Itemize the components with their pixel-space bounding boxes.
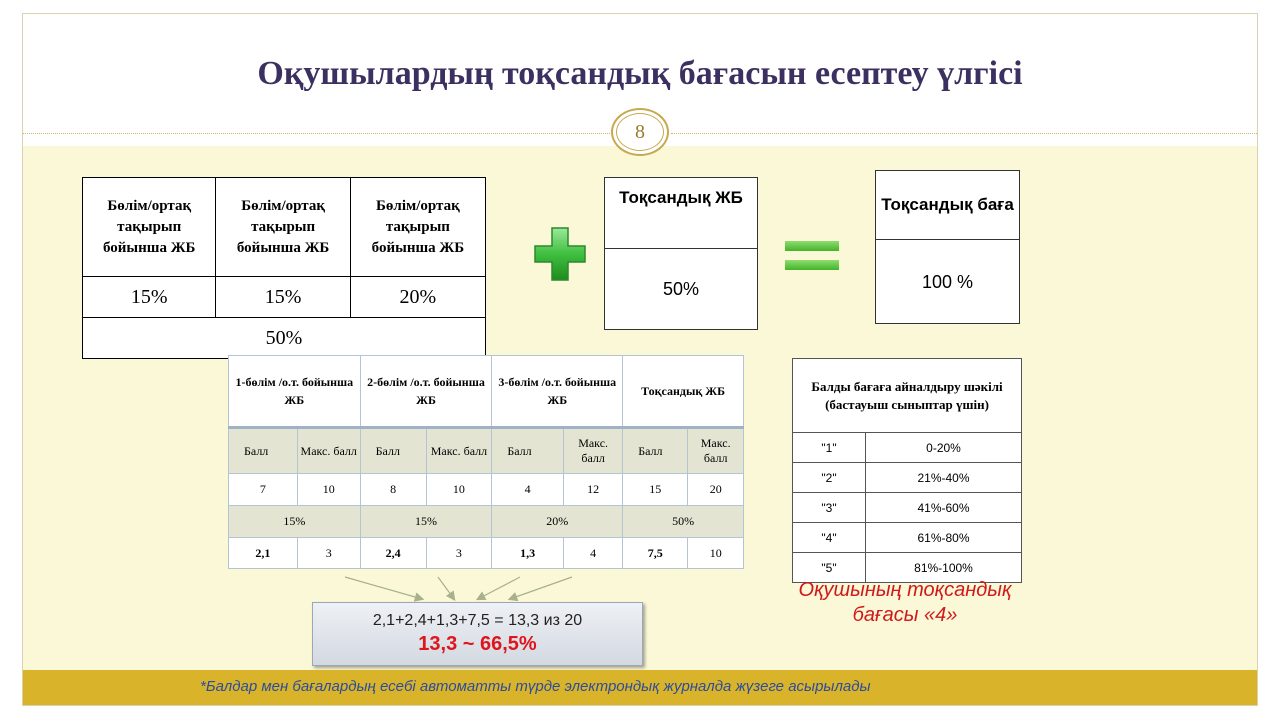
section-value-2: 15% bbox=[216, 277, 350, 318]
weighted-max-cell: 4 bbox=[564, 538, 623, 569]
slide-number: 8 bbox=[616, 113, 664, 151]
score-cell: 10 bbox=[297, 474, 360, 506]
plus-icon bbox=[533, 226, 587, 282]
formula-sum: 2,1+2,4+1,3+7,5 = 13,3 из 20 bbox=[372, 612, 583, 629]
section-header-2: Бөлім/ортақ тақырып бойынша ЖБ bbox=[216, 178, 350, 277]
score-subheader: Балл bbox=[492, 428, 564, 474]
score-subheader: Макс. балл bbox=[564, 428, 623, 474]
score-subheader: Макс. балл bbox=[688, 428, 744, 474]
quarter-jb-value: 50% bbox=[662, 278, 700, 299]
score-group-header-4: Тоқсандық ЖБ bbox=[623, 356, 744, 428]
score-table bbox=[228, 355, 744, 569]
score-subheader: Балл bbox=[623, 428, 688, 474]
conversion-range: 41%-60% bbox=[866, 493, 1022, 523]
section-header-1: Бөлім/ортақ тақырып бойынша ЖБ bbox=[83, 178, 216, 277]
result-text: Оқушының тоқсандық бағасы «4» bbox=[798, 579, 1012, 626]
conversion-grade: "1" bbox=[793, 433, 866, 463]
score-group-header-2: 2-бөлім /о.т. бойынша ЖБ bbox=[360, 356, 492, 428]
score-cell: 12 bbox=[564, 474, 623, 506]
footnote: *Балдар мен бағалардың есебі автоматты түрде электрондық журналда жүзеге асырылады bbox=[200, 678, 871, 695]
header-divider-left bbox=[23, 133, 610, 134]
quarter-grade-value: 100 % bbox=[921, 271, 974, 292]
score-cell: 4 bbox=[492, 474, 564, 506]
score-subheader: Балл bbox=[229, 428, 298, 474]
conversion-range: 81%-100% bbox=[866, 553, 1022, 583]
section-assessment-table bbox=[82, 177, 486, 359]
weight-cell: 15% bbox=[229, 506, 361, 538]
conversion-grade: "2" bbox=[793, 463, 866, 493]
quarter-jb-header: Тоқсандық ЖБ bbox=[605, 178, 757, 249]
conversion-range: 61%-80% bbox=[866, 523, 1022, 553]
arrow-4 bbox=[510, 577, 572, 599]
score-subheader: Макс. балл bbox=[297, 428, 360, 474]
conversion-grade: "4" bbox=[793, 523, 866, 553]
section-value-3: 20% bbox=[350, 277, 485, 318]
arrow-3 bbox=[478, 577, 520, 599]
score-cell: 10 bbox=[426, 474, 492, 506]
conversion-grade: "5" bbox=[793, 553, 866, 583]
arrow-2 bbox=[438, 577, 454, 599]
score-group-header-1: 1-бөлім /о.т. бойынша ЖБ bbox=[229, 356, 361, 428]
score-cell: 7 bbox=[229, 474, 298, 506]
conversion-range: 0-20% bbox=[866, 433, 1022, 463]
weight-cell: 15% bbox=[360, 506, 492, 538]
quarter-grade-header: Тоқсандық баға bbox=[876, 171, 1019, 240]
score-subheader: Макс. балл bbox=[426, 428, 492, 474]
section-total: 50% bbox=[83, 318, 486, 359]
conversion-range: 21%-40% bbox=[866, 463, 1022, 493]
section-value-1: 15% bbox=[83, 277, 216, 318]
section-header-3: Бөлім/ортақ тақырып бойынша ЖБ bbox=[350, 178, 485, 277]
weighted-score-cell: 2,1 bbox=[229, 538, 298, 569]
weighted-score-cell: 7,5 bbox=[623, 538, 688, 569]
header-divider-right bbox=[671, 133, 1257, 134]
conversion-table-title: Балды бағаға айналдыру шәкілі (бастауыш сыныптар үшін) bbox=[793, 359, 1022, 433]
quarter-jb-box bbox=[604, 177, 758, 330]
score-subheader: Балл bbox=[360, 428, 426, 474]
weighted-score-cell: 2,4 bbox=[360, 538, 426, 569]
formula-box bbox=[312, 602, 643, 666]
weighted-max-cell: 3 bbox=[426, 538, 492, 569]
weight-cell: 50% bbox=[623, 506, 744, 538]
slide-number-badge bbox=[611, 108, 669, 156]
weighted-max-cell: 10 bbox=[688, 538, 744, 569]
arrow-1 bbox=[345, 577, 422, 599]
equals-icon bbox=[784, 240, 840, 272]
weighted-max-cell: 3 bbox=[297, 538, 360, 569]
weighted-score-cell: 1,3 bbox=[492, 538, 564, 569]
grade-conversion-table bbox=[792, 358, 1022, 583]
weight-cell: 20% bbox=[492, 506, 623, 538]
score-cell: 20 bbox=[688, 474, 744, 506]
slide-title: Оқушылардың тоқсандық бағасын есептеу үлгісі bbox=[257, 55, 1023, 92]
score-group-header-3: 3-бөлім /о.т. бойынша ЖБ bbox=[492, 356, 623, 428]
conversion-grade: "3" bbox=[793, 493, 866, 523]
arrows-graphic bbox=[330, 570, 590, 606]
formula-percent: 13,3 ~ 66,5% bbox=[418, 633, 537, 655]
quarter-grade-box bbox=[875, 170, 1020, 324]
score-cell: 8 bbox=[360, 474, 426, 506]
score-cell: 15 bbox=[623, 474, 688, 506]
